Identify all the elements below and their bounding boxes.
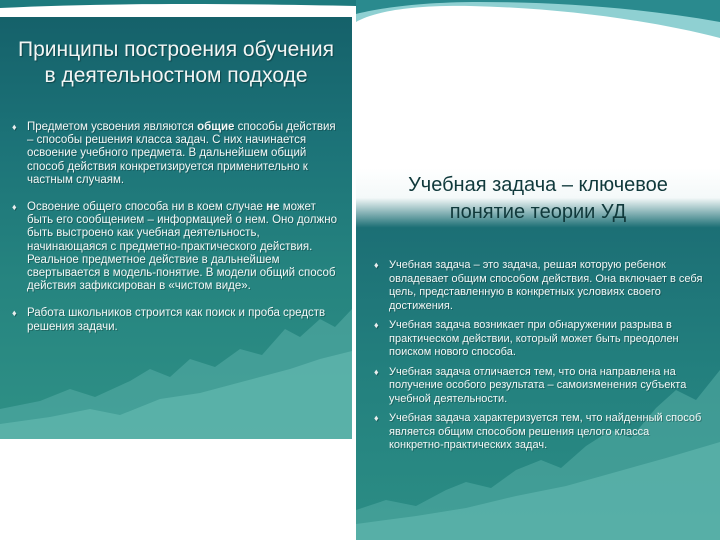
bullet2-text-a: Освоение общего способа ни в коем случае	[27, 201, 267, 214]
list-item	[12, 121, 338, 187]
diamond-bullet-icon: ♦	[374, 320, 379, 330]
right-slide	[356, 168, 720, 540]
left-slide-title	[0, 37, 352, 89]
diamond-bullet-icon: ♦	[374, 366, 379, 377]
bullet2-text-bold: не	[266, 201, 280, 214]
right-bullet2-text: Учебная задача возникает при обнаружении разрыва в практическом действии, который может быть преодолен поиском нового способа.	[389, 319, 679, 358]
right-bullet1-text: Учебная задача – это задача, решая которую ребенок овладевает общим способом действия. Она включает в себя цель, представленную в конкретных условиях своего достижения.	[389, 259, 703, 312]
bullet1-text-a: Предметом усвоения являются	[27, 121, 198, 133]
right-bullet4-text: Учебная задача характеризуется тем, что найденный способ является общим способом решения целого класса конкретно-практических задач.	[389, 412, 702, 451]
list-item	[374, 366, 704, 407]
right-bullet3-text: Учебная задача отличается тем, что она направлена на получение особого результата – самоизменения субъекта учебной деятельности.	[389, 365, 687, 405]
list-item	[12, 307, 338, 333]
bullet1-text-bold: общие	[197, 121, 235, 133]
list-item	[12, 201, 338, 293]
diamond-bullet-icon: ♦	[12, 202, 17, 213]
left-bullet-list	[12, 121, 338, 348]
right-title-line1: Учебная задача – ключевое	[408, 174, 668, 196]
list-item	[374, 259, 704, 313]
left-slide	[0, 17, 352, 439]
diamond-bullet-icon: ♦	[12, 122, 17, 132]
bullet1-text-b: способы действия – способы решения класса задач. С них начинается освоение учебного предмета. В дальнейшем общий способ действия конкретизируется применительно к частным случаям.	[27, 121, 336, 186]
left-title-line2: в деятельностном подходе	[44, 64, 308, 87]
bullet3-text: Работа школьников строится как поиск и проба средств решения задачи.	[27, 307, 326, 333]
list-item	[374, 319, 704, 360]
diamond-bullet-icon: ♦	[374, 413, 379, 423]
left-title-line1: Принципы построения обучения	[18, 38, 334, 61]
bullet2-text-b: может быть его сообщением – информацией о нем. Оно должно быть выстроено как учебная деятельность, начинающаяся с предметно-практического действия. Реальное предметное действие в дальнейшем свертывается в модель-понятие. В модели общий способ действия зафиксирован в «чистом виде».	[27, 201, 337, 293]
right-title-line2: понятие теории УД	[449, 201, 627, 223]
diamond-bullet-icon: ♦	[12, 308, 17, 319]
right-bullet-list	[374, 259, 704, 459]
list-item	[374, 412, 704, 453]
right-slide-title	[356, 172, 720, 226]
diamond-bullet-icon: ♦	[374, 260, 379, 270]
